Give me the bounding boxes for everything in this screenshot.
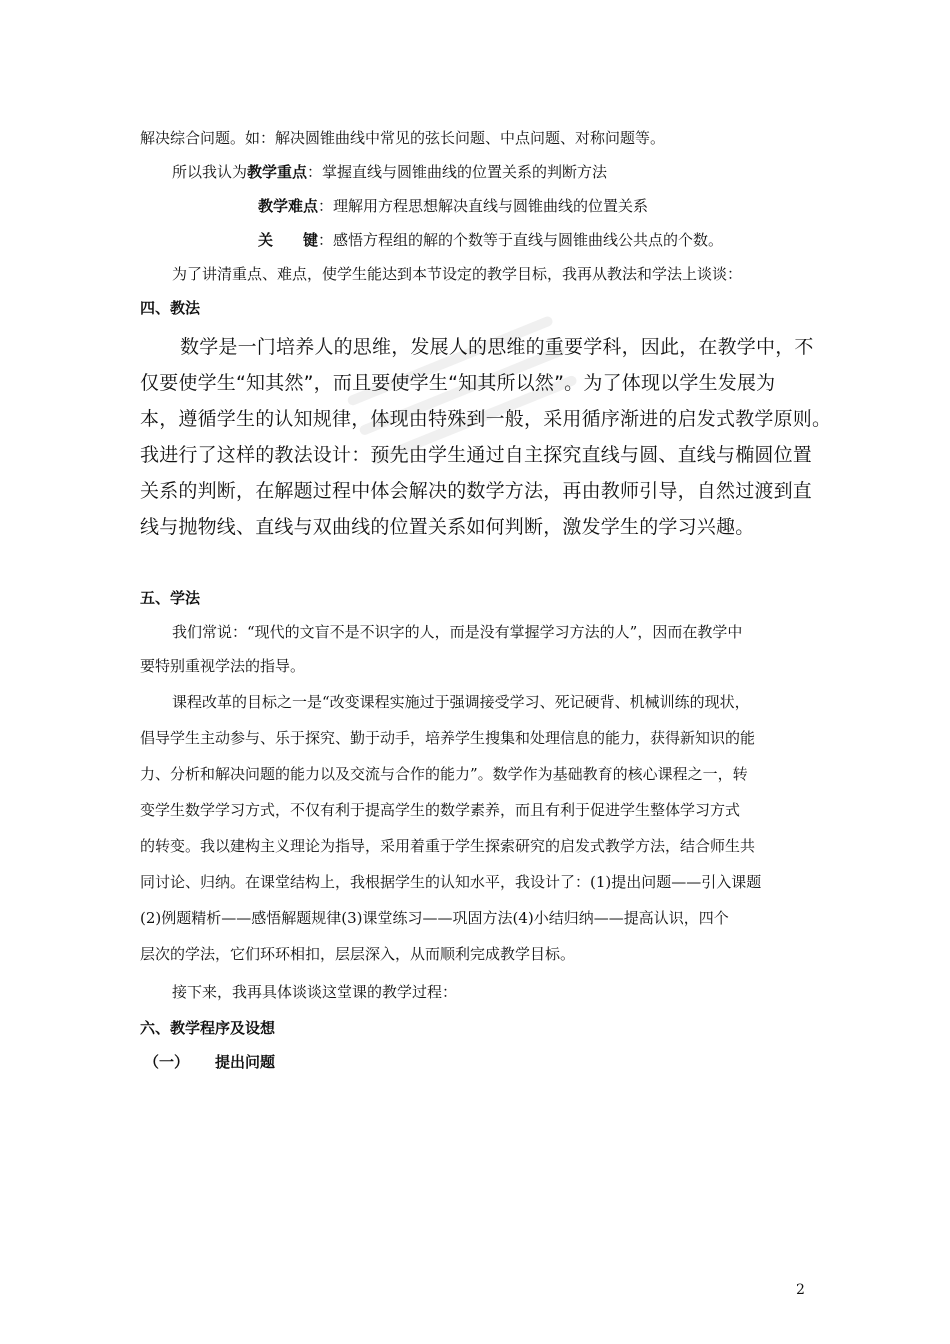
key-point-label: 教学重点	[247, 163, 308, 181]
learning-method-line: 的转变。我以建构主义理论为指导，采用着重于学生探索研究的启发式教学方法，结合师生共	[140, 837, 756, 855]
teaching-method-line: 我进行了这样的教法设计：预先由学生通过自主探究直线与圆、直线与椭圆位置	[140, 444, 813, 466]
section-heading-learning-method: 五、学法	[140, 589, 201, 607]
key-point-text: ：掌握直线与圆锥曲线的位置关系的判断方法	[307, 163, 608, 181]
subsection-number: （一）	[144, 1053, 190, 1071]
teaching-method-line: 关系的判断，在解题过程中体会解决的数学方法，再由教师引导，自然过渡到直	[140, 480, 813, 502]
learning-method-line: (2)例题精析——感悟解题规律(3)课堂练习——巩固方法(4)小结归纳——提高认识，四个	[140, 909, 729, 927]
learning-method-line: 我们常说：“现代的文盲不是不识字的人，而是没有掌握学习方法的人”，因而在教学中	[172, 623, 743, 641]
teaching-method-line: 数学是一门培养人的思维，发展人的思维的重要学科，因此，在教学中，不	[180, 336, 814, 358]
text-line: 为了讲清重点、难点，使学生能达到本节设定的教学目标，我再从教法和学法上谈谈：	[172, 265, 743, 283]
learning-method-line: 课程改革的目标之一是“改变课程实施过于强调接受学习、死记硬背、机械训练的现状，	[172, 693, 750, 711]
learning-method-line: 倡导学生主动参与、乐于探究、勤于动手，培养学生搜集和处理信息的能力，获得新知识的能	[140, 729, 756, 747]
learning-method-line: 接下来，我再具体谈谈这堂课的教学过程：	[172, 983, 458, 1001]
teaching-method-line: 本，遵循学生的认知规律，体现由特殊到一般，采用循序渐进的启发式教学原则。	[140, 408, 832, 430]
key-text: ：感悟方程组的解的个数等于直线与圆锥曲线公共点的个数。	[318, 231, 724, 249]
learning-method-line: 同讨论、归纳。在课堂结构上，我根据学生的认知水平，我设计了：(1)提出问题——引入课题	[140, 873, 762, 891]
subsection-heading	[144, 1052, 816, 1072]
text-span: 所以我认为	[172, 163, 248, 181]
page-number: 2	[796, 1282, 805, 1298]
key-line	[258, 230, 930, 250]
difficulty-text: ：理解用方程思想解决直线与圆锥曲线的位置关系	[318, 197, 649, 215]
teaching-method-line: 线与抛物线、直线与双曲线的位置关系如何判断，激发学生的学习兴趣。	[140, 516, 755, 538]
teaching-method-line: 仅要使学生“知其然”，而且要使学生“知其所以然”。为了体现以学生发展为	[140, 372, 776, 394]
learning-method-line: 要特别重视学法的指导。	[140, 657, 306, 675]
key-point-line	[172, 162, 844, 182]
learning-method-line: 力、分析和解决问题的能力以及交流与合作的能力”。数学作为基础教育的核心课程之一，转	[140, 765, 748, 783]
subsection-title: 提出问题	[215, 1053, 276, 1071]
difficulty-label: 教学难点	[258, 197, 319, 215]
section-heading-procedure: 六、教学程序及设想	[140, 1019, 276, 1037]
text-line: 解决综合问题。如：解决圆锥曲线中常见的弦长问题、中点问题、对称问题等。	[140, 129, 666, 147]
key-label: 关 键	[258, 231, 319, 249]
learning-method-line: 变学生数学学习方式，不仅有利于提高学生的数学素养，而且有利于促进学生整体学习方式	[140, 801, 741, 819]
difficulty-line	[258, 196, 930, 216]
learning-method-line: 层次的学法，它们环环相扣，层层深入，从而顺利完成教学目标。	[140, 945, 576, 963]
section-heading-teaching-method: 四、教法	[140, 299, 201, 317]
